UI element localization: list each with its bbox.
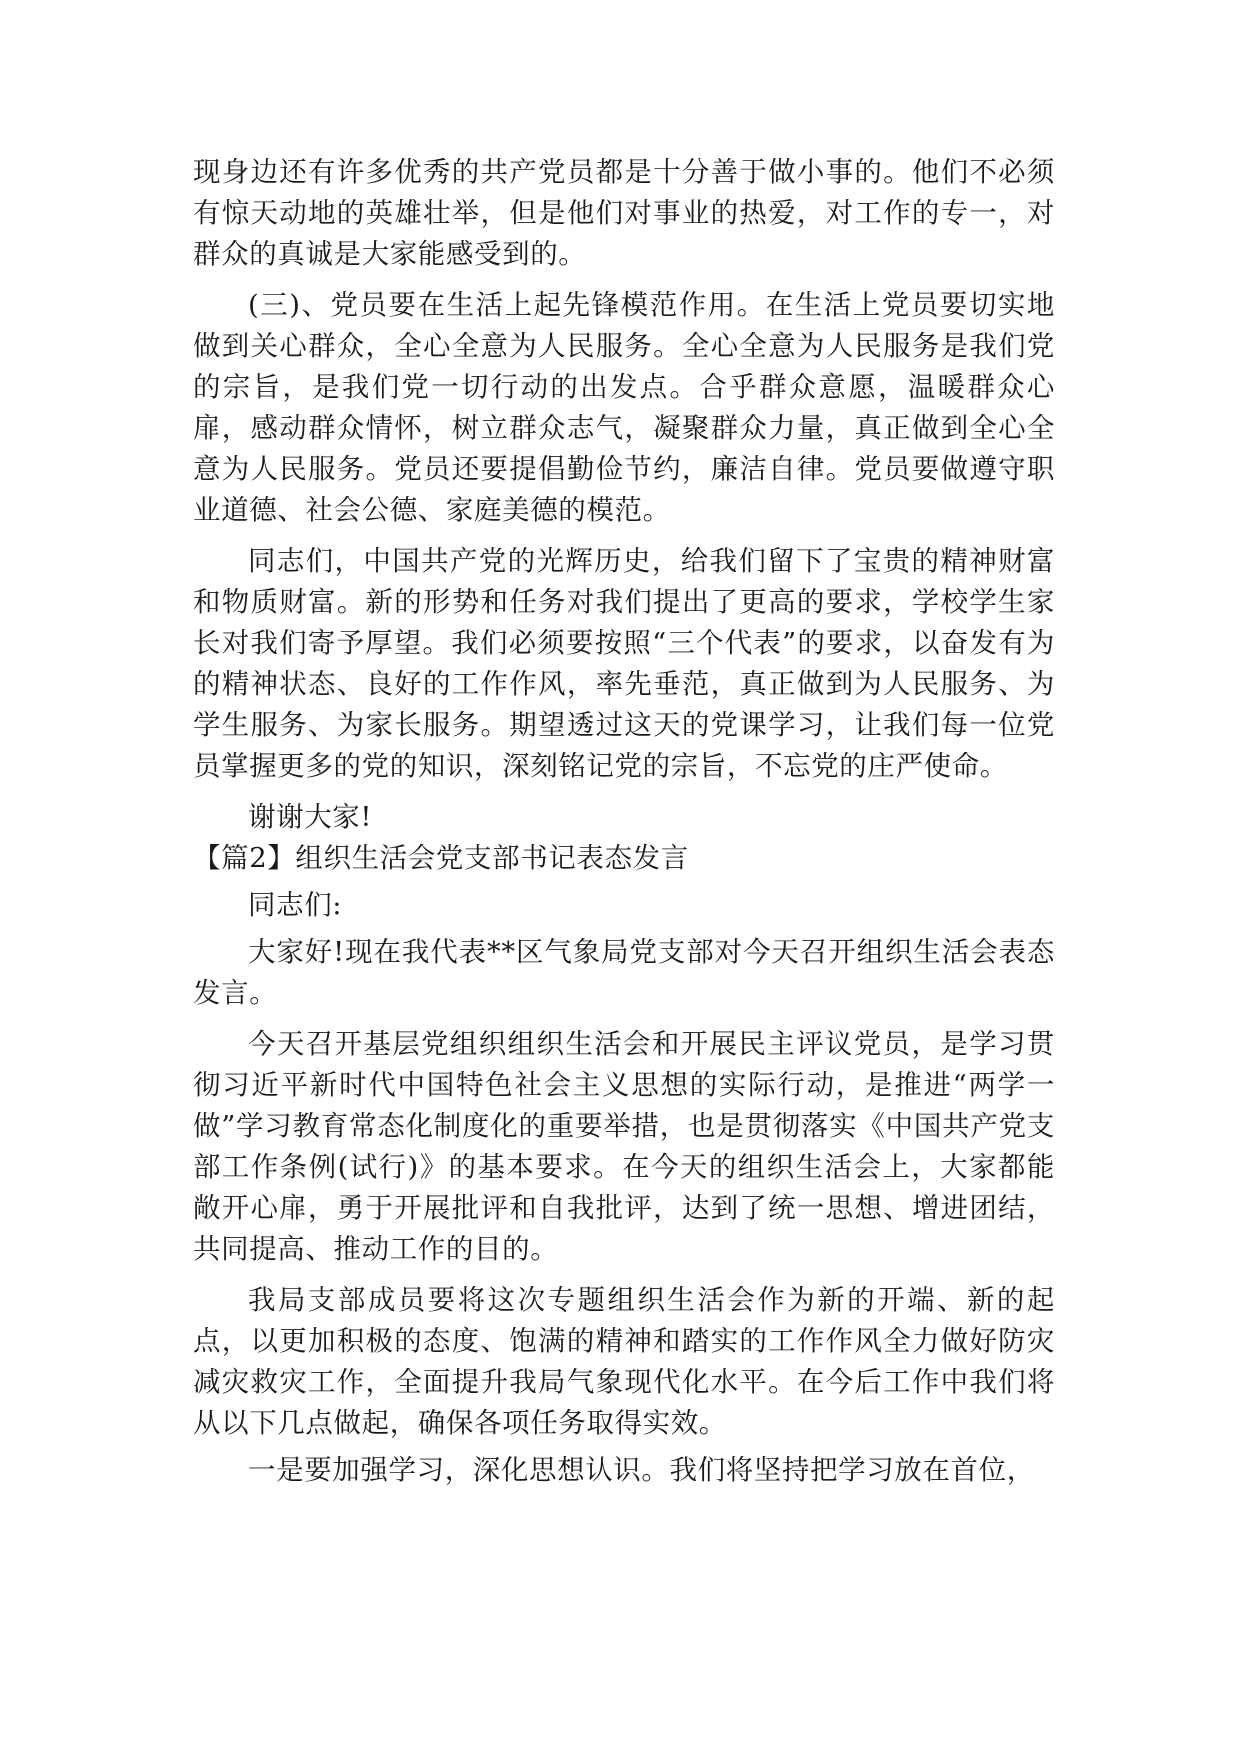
paragraph-point-one: 一是要加强学习，深化思想认识。我们将坚持把学习放在首位， [248, 1454, 1035, 1486]
document-body [193, 152, 1055, 1491]
paragraph-section-three: (三)、党员要在生活上起先锋模范作用。在生活上党员要切实地做到关心群众，全心全意为人民服务。全心全意为人民服务是我们党的宗旨，是我们党一切行动的出发点。合乎群众意愿，温暖群众心扉，感动群众情怀，树立群众志气，凝聚群众力量，真正做到全心全意为人民服务。党员还要提倡勤俭节约，廉洁自律。党员要做遵守职业道德、社会公德、家庭美德的模范。 [193, 289, 1055, 526]
paragraph-branch-members: 我局支部成员要将这次专题组织生活会作为新的开端、新的起点，以更加积极的态度、饱满的精神和踏实的工作作风全力做好防灾减灾救灾工作，全面提升我局气象现代化水平。在今后工作中我们将从以下几点做起，确保各项任务取得实效。 [193, 1284, 1055, 1439]
section-heading: 【篇2】组织生活会党支部书记表态发言 [193, 842, 689, 874]
paragraph-thanks: 谢谢大家! [248, 801, 373, 833]
paragraph-meeting: 今天召开基层党组织组织生活会和开展民主评议党员，是学习贯彻习近平新时代中国特色社会主义思想的实际行动，是推进“两学一做”学习教育常态化制度化的重要举措，也是贯彻落实《中国共产党支部工作条例(试行)》的基本要求。在今天的组织生活会上，大家都能敞开心扉，勇于开展批评和自我批评，达到了统一思想、增进团结，共同提高、推动工作的目的。 [193, 1028, 1055, 1265]
paragraph-comrades: 同志们，中国共产党的光辉历史，给我们留下了宝贵的精神财富和物质财富。新的形势和任务对我们提出了更高的要求，学校学生家长对我们寄予厚望。我们必须要按照“三个代表”的要求，以奋发有为的精神状态、良好的工作作风，率先垂范，真正做到为人民服务、为学生服务、为家长服务。期望透过这天的党课学习，让我们每一位党员掌握更多的党的知识，深刻铭记党的宗旨，不忘党的庄严使命。 [193, 545, 1055, 782]
paragraph-continuation: 现身边还有许多优秀的共产党员都是十分善于做小事的。他们不必须有惊天动地的英雄壮举，但是他们对事业的热爱，对工作的专一，对群众的真诚是大家能感受到的。 [193, 156, 1055, 270]
paragraph-salutation: 同志们: [248, 889, 343, 921]
paragraph-greeting: 大家好!现在我代表**区气象局党支部对今天召开组织生活会表态发言。 [193, 936, 1055, 1009]
